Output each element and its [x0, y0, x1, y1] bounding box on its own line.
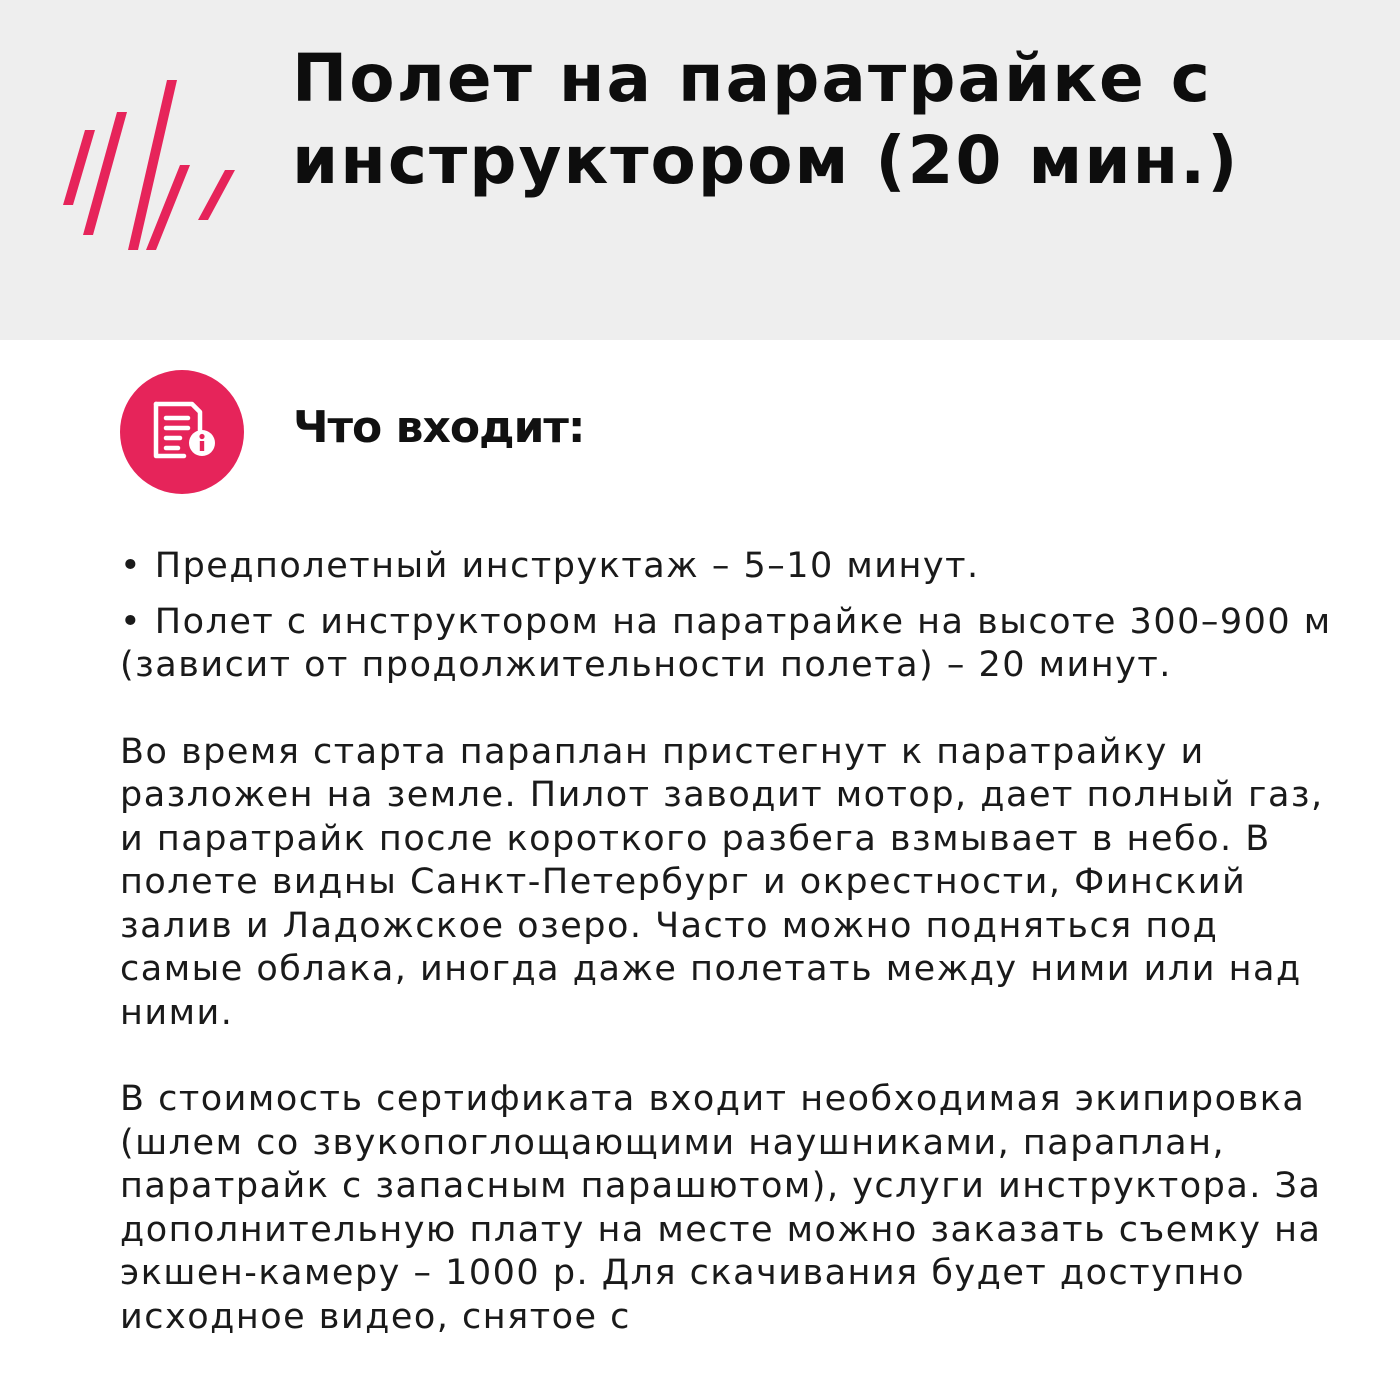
list-item: • Полет с инструктором на паратрайке на высоте 300–900 м (зависит от продолжительности полета) – 20 минут.	[120, 601, 1332, 685]
document-info-icon	[120, 370, 244, 494]
page-title: Полет на паратрайке с инструктором (20 мин.)	[292, 40, 1240, 199]
list-item: • Предполетный инструктаж – 5–10 минут.	[120, 546, 980, 586]
section-icon-badge	[120, 370, 244, 494]
description-paragraph: В стоимость сертификата входит необходимая экипировка (шлем со звукопоглощающими наушниками, параплан, паратрайк с запасным парашютом), услуги инструктора. За дополнительную плату на месте можно заказать съемку на экшен-камеру – 1000 р. Для скачивания будет доступно исходное видео, снятое с	[120, 1079, 1322, 1337]
description-paragraph: Во время старта параплан пристегнут к паратрайку и разложен на земле. Пилот заводит мотор, дает полный газ, и паратрайк после короткого разбега взмывает в небо. В полете видны Санкт-Петербург и окрестности, Финский залив и Ладожское озеро. Часто можно подняться под самые облака, иногда даже полетать между ними или над ними.	[120, 731, 1324, 1033]
description-body	[120, 545, 1350, 1339]
brand-logo-icon	[55, 70, 245, 260]
section-heading: Что входит:	[293, 402, 585, 453]
header-banner	[0, 0, 1400, 340]
